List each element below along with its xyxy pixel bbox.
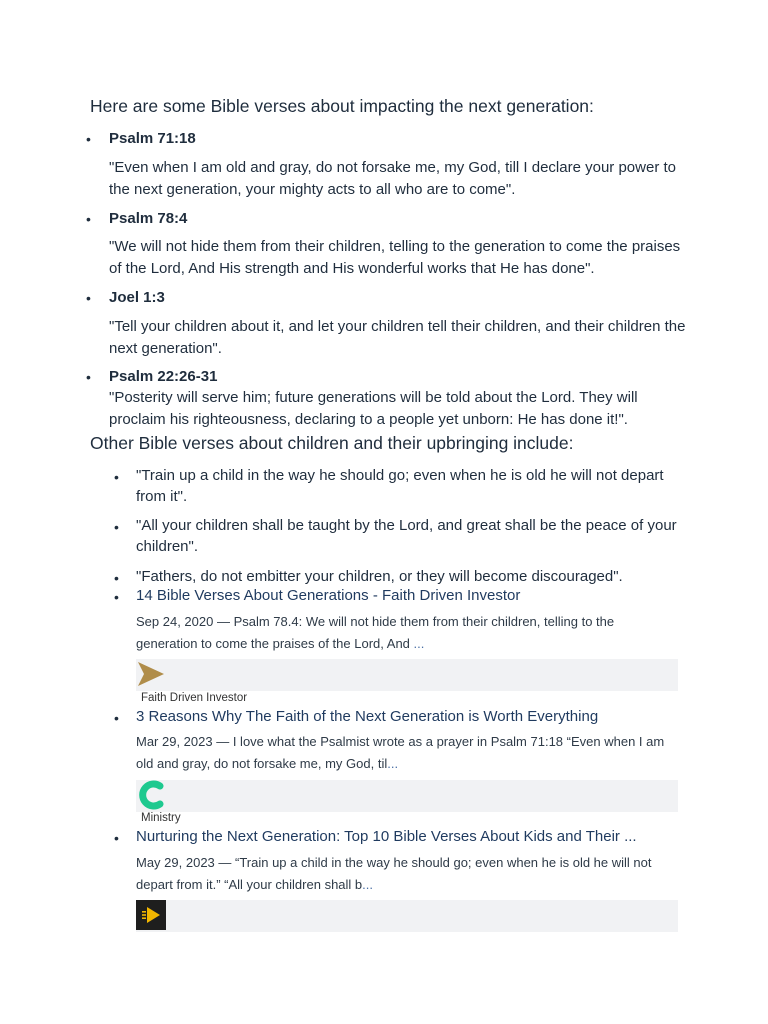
bullet: •	[114, 570, 119, 586]
faith-driven-investor-logo-icon	[136, 659, 166, 689]
verse-text: "Posterity will serve him; future generations will be told about the Lord. They will proclaim his righteousness, declaring to a people yet unborn: He has done it!".	[109, 389, 638, 428]
verse-text: "We will not hide them from their children, telling to the generation to come the praises of the Lord, And His strength and His wonderful works that He has done".	[109, 238, 681, 277]
verse-reference: Psalm 78:4	[109, 210, 188, 227]
source-card[interactable]	[136, 900, 678, 932]
verse-text: "Tell your children about it, and let your children tell their children, and their children the next generation".	[109, 318, 686, 357]
search-result-link[interactable]: Nurturing the Next Generation: Top 10 Bible Verses About Kids and Their ...	[136, 828, 637, 845]
bullet: •	[86, 131, 91, 147]
other-verse-item: "All your children shall be taught by the Lord, and great shall be the peace of your children".	[136, 517, 677, 555]
bullet: •	[86, 211, 91, 227]
intro-heading: Here are some Bible verses about impacting the next generation:	[90, 96, 594, 116]
bullet: •	[86, 290, 91, 306]
source-name: Faith Driven Investor	[141, 692, 248, 704]
other-verses-heading: Other Bible verses about children and their upbringing include:	[90, 433, 574, 453]
search-result-snippet: Sep 24, 2020 — Psalm 78.4: We will not hide them from their children, telling to the generation to come the praises of the Lord, And ...	[136, 614, 615, 651]
search-result-snippet: May 29, 2023 — “Train up a child in the way he should go; even when he is old he will not depart from it.” “All your children shall b...	[136, 855, 652, 892]
bullet: •	[114, 710, 119, 726]
source-card[interactable]	[136, 659, 678, 691]
other-verse-item: "Fathers, do not embitter your children, or they will become discouraged".	[136, 568, 623, 585]
bullet: •	[114, 519, 119, 535]
other-verse-item: "Train up a child in the way he should go; even when he is old he will not depart from it".	[136, 467, 664, 505]
verse-text: "Even when I am old and gray, do not forsake me, my God, till I declare your power to the next generation, your mighty acts to all who are to come".	[109, 159, 676, 198]
bullet: •	[114, 589, 119, 605]
bullet: •	[114, 469, 119, 485]
search-result-link[interactable]: 14 Bible Verses About Generations - Faith Driven Investor	[136, 587, 521, 604]
verse-reference: Psalm 71:18	[109, 130, 196, 147]
search-result-snippet: Mar 29, 2023 — I love what the Psalmist wrote as a prayer in Psalm 71:18 “Even when I am old and gray, do not forsake me, my God, til...	[136, 734, 665, 771]
source-card[interactable]	[136, 780, 678, 812]
bullet: •	[86, 369, 91, 385]
verse-reference: Joel 1:3	[109, 289, 165, 306]
verse-reference: Psalm 22:26-31	[109, 368, 218, 385]
search-result-link[interactable]: 3 Reasons Why The Faith of the Next Generation is Worth Everything	[136, 708, 599, 725]
play-arrow-icon	[136, 900, 166, 930]
bullet: •	[114, 830, 119, 846]
source-name: Ministry	[141, 812, 181, 824]
c-letter-icon	[136, 780, 166, 810]
